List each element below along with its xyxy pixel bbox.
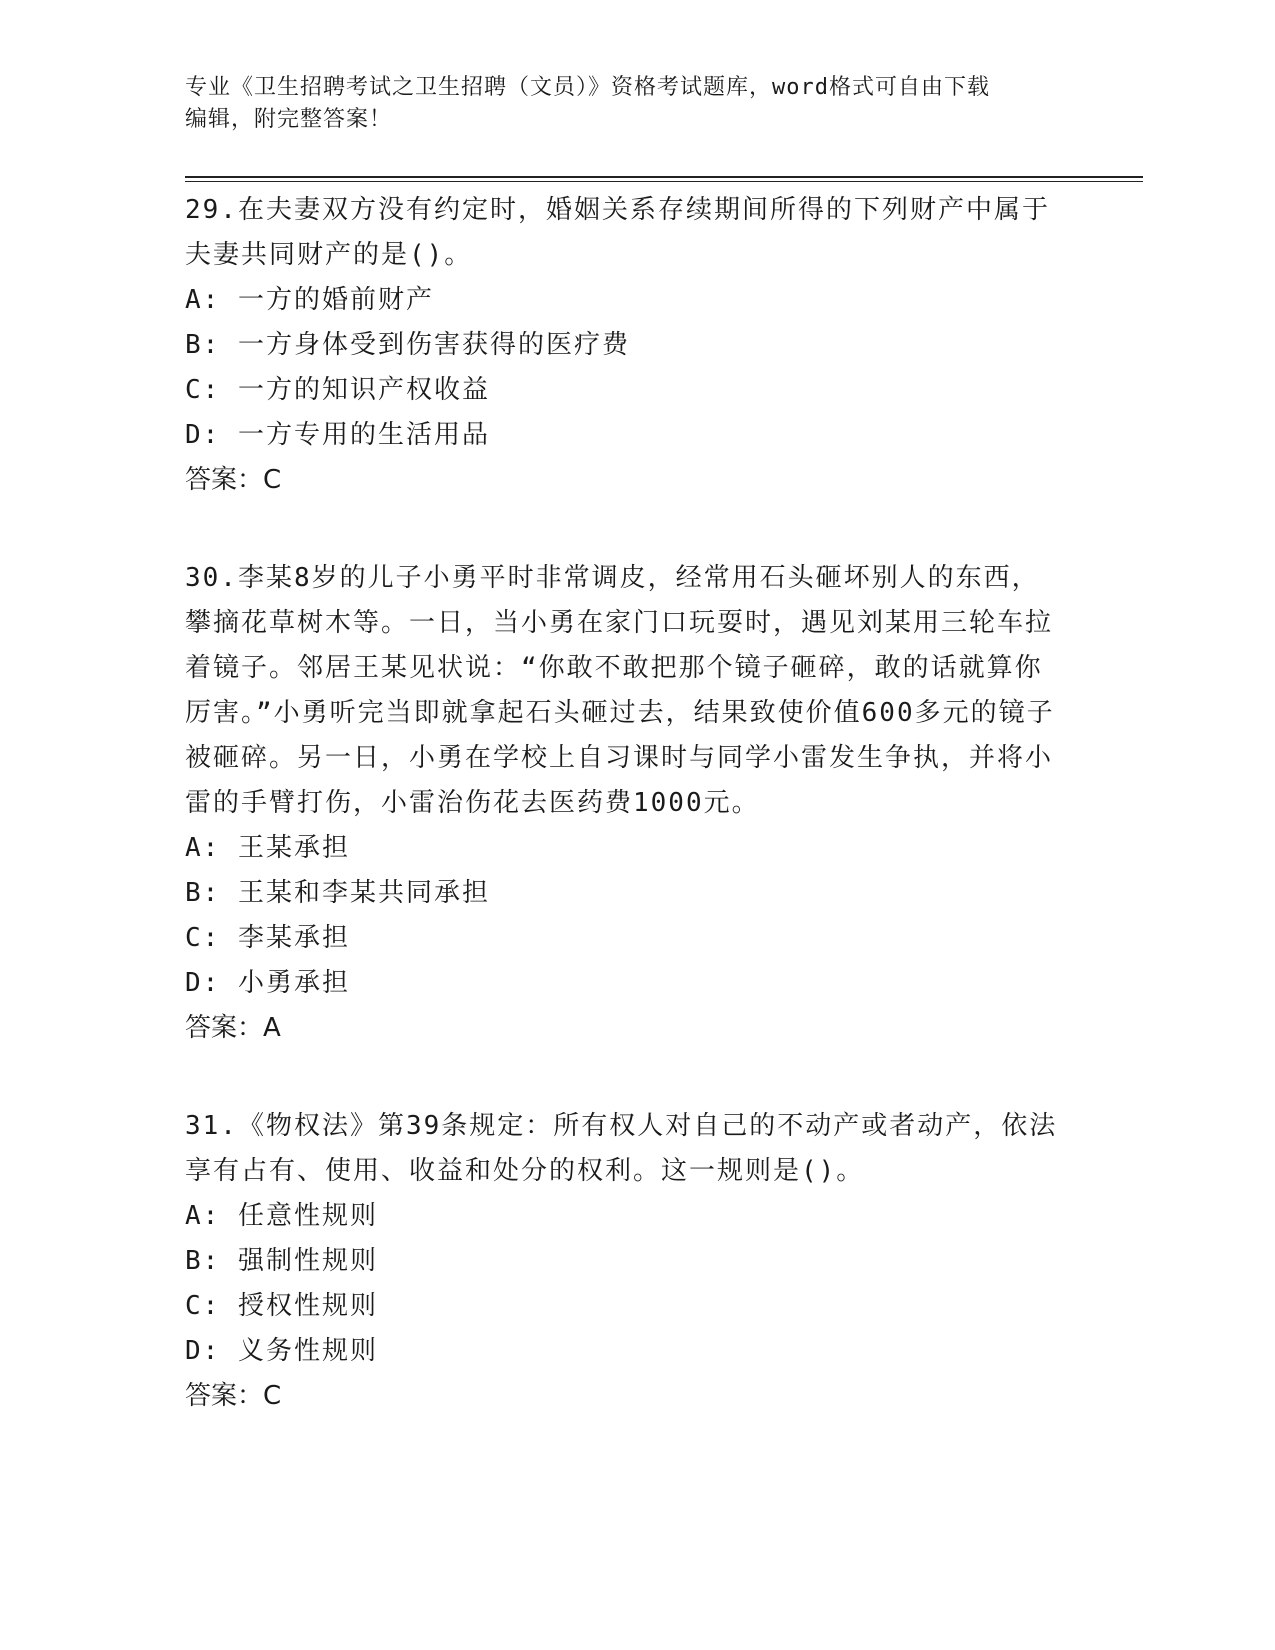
header-line-1: 专业《卫生招聘考试之卫生招聘（文员）》资格考试题库，word格式可自由下载 [185,75,990,100]
option-b: B: 一方身体受到伤害获得的医疗费 [185,330,630,360]
answer-line: 答案：A [185,1013,281,1043]
document-header [185,72,1085,136]
header-divider-thin [185,181,1143,182]
header-divider-thick [185,176,1143,178]
option-d: D: 义务性规则 [185,1336,378,1366]
option-b: B: 强制性规则 [185,1246,378,1276]
question-30 [185,556,1065,1051]
option-a: A: 一方的婚前财产 [185,285,434,315]
option-b: B: 王某和李某共同承担 [185,878,490,908]
option-c: C: 李某承担 [185,923,350,953]
option-d: D: 一方专用的生活用品 [185,420,490,450]
option-c: C: 一方的知识产权收益 [185,375,490,405]
option-c: C: 授权性规则 [185,1291,378,1321]
question-stem: 31.《物权法》第39条规定：所有权人对自己的不动产或者动产，依法享有占有、使用、收益和处分的权利。这一规则是()。 [185,1111,1058,1186]
question-stem: 29.在夫妻双方没有约定时，婚姻关系存续期间所得的下列财产中属于夫妻共同财产的是()。 [185,195,1050,270]
answer-line: 答案：C [185,1381,282,1411]
question-29 [185,188,1065,503]
option-a: A: 任意性规则 [185,1201,378,1231]
question-list [185,188,1065,1472]
option-d: D: 小勇承担 [185,968,350,998]
option-a: A: 王某承担 [185,833,350,863]
answer-line: 答案：C [185,465,282,495]
header-line-2: 编辑，附完整答案！ [185,107,393,132]
question-stem: 30.李某8岁的儿子小勇平时非常调皮，经常用石头砸坏别人的东西，攀摘花草树木等。一日，当小勇在家门口玩耍时，遇见刘某用三轮车拉着镜子。邻居王某见状说：“你敢不敢把那个镜子砸碎，敢的话就算你厉害。”小勇听完当即就拿起石头砸过去，结果致使价值600多元的镜子被砸碎。另一日，小勇在学校上自习课时与同学小雷发生争执，并将小雷的手臂打伤，小雷治伤花去医药费1000元。 [185,563,1055,818]
question-31 [185,1104,1065,1419]
